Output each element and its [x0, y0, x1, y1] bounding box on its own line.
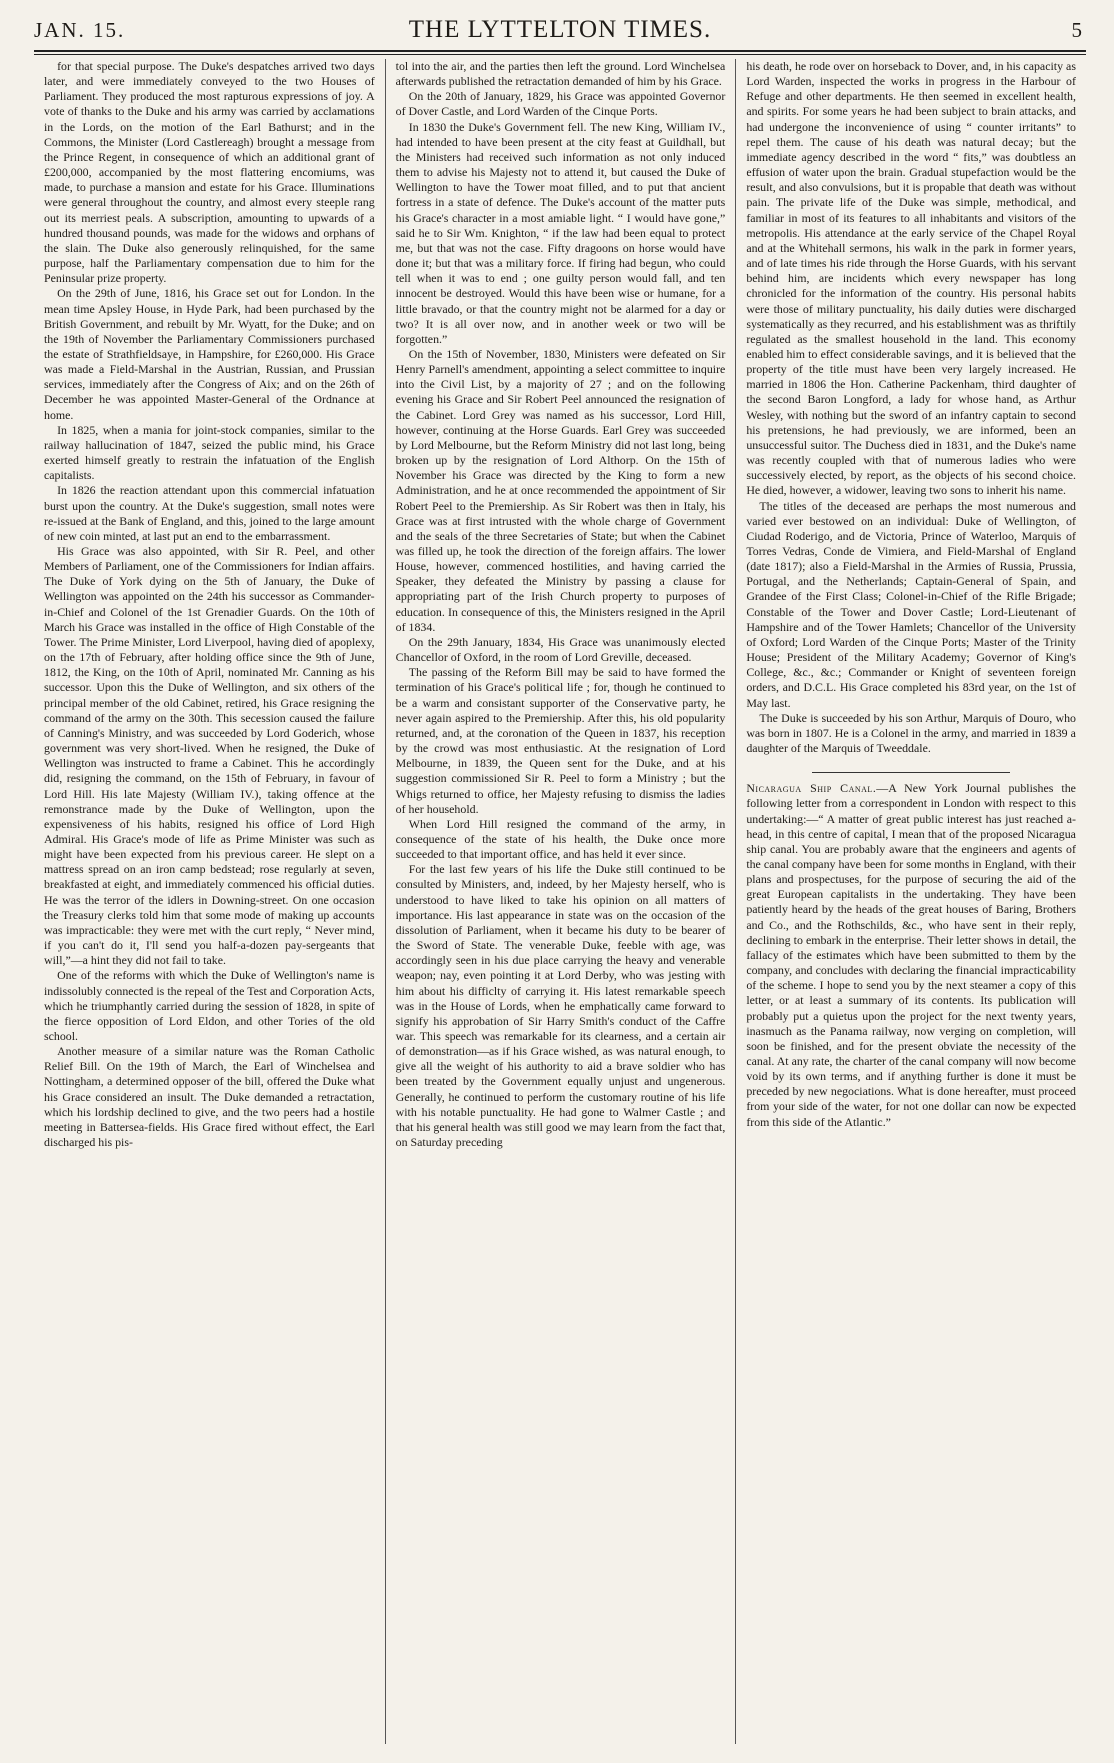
- paragraph: On the 29th January, 1834, His Grace was unanimously elected Chancellor of Oxford, in the room of Lord Greville, deceased.: [395, 634, 726, 665]
- paragraph: In 1825, when a mania for joint-stock companies, similar to the railway hallucination of 1847, seized the public mind, his Grace exerted himself greatly to restrain the infatuation of the English capitalists.: [44, 422, 375, 483]
- paragraph: Another measure of a similar nature was the Roman Catholic Relief Bill. On the 19th of March, the Earl of Winchelsea and Nottingham, a determined opposer of the bill, offered the Duke what his Grace considered an insult. The Duke demanded a retractation, which his lordship declined to give, and the two peers had a hostile meeting in Battersea-fields. His Grace fired without effect, the Earl discharged his pis-: [44, 1044, 375, 1150]
- paragraph: On the 15th of November, 1830, Ministers were defeated on Sir Henry Parnell's amendment, appointing a select committee to inquire into the Civil List, by a majority of 27 ; and on the following evening his Grace and Sir Robert Peel announced the resignation of the Cabinet. Lord Grey was named as his successor, Lord Hill, however, continuing at the Horse Guards. Earl Grey was succeeded by Lord Melbourne, but the Reform Ministry did not last long, being broken up by the resignation of Lord Althorp. On the 15th of November his Grace was directed by the King to form a new Administration, and he at once recommended the appointment of Sir Robert Peel to the Premiership. As Sir Robert was then in Italy, his Grace was at first intrusted with the whole charge of Government and the seals of the three Secretaries of State; but when the Cabinet was filled up, he took the direction of the foreign affairs. The lower House, however, commenced hostilities, and having carried the Speaker, they defeated the Ministry by passing a clause for appropriating part of the Irish Church property to purposes of education. In consequence of this, the Ministers resigned in the April of 1834.: [395, 346, 726, 634]
- paragraph: The titles of the deceased are perhaps the most numerous and varied ever bestowed on an individual: Duke of Wellington, of Ciudad Roderigo, and de Victoria, Prince of Waterloo, Marquis of Torres Vedras, Conde de Vimiera, and Field-Marshal of England (date 1817); also a Field-Marshal in the Armies of Russia, Prussia, Portugal, and the Netherlands; Captain-General of Spain, and Grandee of the First Class; Colonel-in-Chief of the Rifle Brigade; Constable of the Tower and Dover Castle; Lord-Lieutenant of Hampshire and of the Tower Hamlets; Chancellor of the University of Oxford; Lord Warden of the Cinque Ports; Master of the Trinity House; President of the Military Academy; Governor of King's College, &c., &c.; Commander or Knight of seventeen foreign orders, and D.C.L. His Grace completed his 83rd year, on the 1st of May last.: [746, 498, 1076, 710]
- column-1: [34, 59, 385, 1744]
- paragraph: On the 29th of June, 1816, his Grace set out for London. In the mean time Apsley House, in Hyde Park, had been purchased by the British Government, and rebuilt by Mr. Wyatt, for the Duke; and on the 19th of November the Parliamentary Commissioners purchased the estate of Strathfieldsaye, in Hampshire, for £260,000. His Grace was made a Field-Marshal in the Austrian, Russian, and Prussian services, immediately after the Congress of Aix; and on the 26th of December he was appointed Master-General of the Ordnance at home.: [44, 286, 375, 422]
- paragraph: When Lord Hill resigned the command of the army, in consequence of the state of his health, the Duke once more succeeded to that important office, and has held it ever since.: [395, 816, 726, 862]
- paragraph: For the last few years of his life the Duke still continued to be consulted by Ministers, and, indeed, by her Majesty herself, who is understood to have liked to take his opinion on all matters of importance. His last appearance in state was on the occasion of the dissolution of Parliament, when it became his duty to be bearer of the Sword of State. The venerable Duke, feeble with age, was accordingly seen in his due place carrying the heavy and venerable weapon; nay, even pointing it at Lord Derby, who was jesting with him about his difficlty of carrying it. His latest remarkable speech was in the House of Lords, when he emphatically came forward to signify his approbation of Sir Harry Smith's conduct of the Caffre war. This speech was remarkable for its clearness, and a certain air of demonstration—as if his Grace wished, as was natural enough, to give all the weight of his authority to aid a brave soldier who has been treated by the Government equally unjust and ungenerous. Generally, he continued to perform the customary routine of his life with his notable punctuality. He had gone to Walmer Castle ; and that his general health was still good we may learn from the fact that, on Saturday preceding: [395, 862, 726, 1150]
- paragraph: In 1830 the Duke's Government fell. The new King, William IV., had intended to have been present at the city feast at Guildhall, but the Ministers had received such information as not only induced them to advise his Majesty not to attend it, but caused the Duke of Wellington to have the Tower moat filled, and to put that ancient fortress in a state of defence. The Duke's account of the matter puts his Grace's character in a most amiable light. “ I would have gone,” said he to Sir Wm. Knighton, “ if the law had been equal to protect me, but that was not the case. Fifty dragoons on horse would have done it; but that was a military force. If firing had begun, who could tell when it was to end ; one guilty person would fall, and ten innocent be destroyed. Would this have been wise or humane, for a little bravado, or that the country might not be alarmed for a day or two? It is all over now, and in another week or two will be forgotten.”: [395, 119, 726, 346]
- nicaragua-article: [746, 781, 1076, 1130]
- paragraph: In 1826 the reaction attendant upon this commercial infatuation burst upon the country. At the Duke's suggestion, small notes were re-issued at the Bank of England, and this, joined to the large amount of new coin minted, at last put an end to the embarrassment.: [44, 483, 375, 543]
- article-columns: [34, 59, 1086, 1744]
- article-separator: [812, 772, 1010, 773]
- masthead-rule: [34, 50, 1086, 55]
- column-3-body: [746, 59, 1076, 756]
- paragraph: His Grace was also appointed, with Sir R. Peel, and other Members of Parliament, one of the Commissioners for Indian affairs. The Duke of York dying on the 5th of January, the Duke of Wellington was appointed on the 24th his successor as Commander-in-Chief and Colonel of the 1st Grenadier Guards. On the 10th of March his Grace was installed in the office of High Constable of the Tower. The Prime Minister, Lord Liverpool, having died of apoplexy, on the 17th of February, after holding office since the 9th of June, 1812, the King, on the 10th of April, nominated Mr. Canning as his successor. Upon this the Duke of Wellington, and six others of the principal member of the old Cabinet, retired, his Grace resigning the command of the army on the 30th. This secession caused the failure of Canning's Ministry, and was succeeded by Lord Goderich, whose government was very short-lived. When he resigned, the Duke of Wellington was instructed to frame a Cabinet. This he accordingly did, resigning the command, on the 15th of February, in favour of Lord Hill. His late Majesty (William IV.), taking offence at the remonstrance made by the Duke of Wellington, upon the expensiveness of his habits, resigned his office of Lord High Admiral. His Grace's mode of life as Prime Minister was such as might have been expected from his previous career. He slept on a mattress spread on an iron camp bedstead; rose regularly at seven, breakfasted at eight, and immediately commenced his official duties. He was the terror of the idlers in Downing-street. On one occasion the Treasury clerks told him that some mode of making up accounts was impracticable: they were met with the curt reply, “ Never mind, if you can't do it, I'll send you half-a-dozen pay-sergeants that will,”—a hint they did not fail to take.: [44, 544, 375, 968]
- paragraph: tol into the air, and the parties then left the ground. Lord Winchelsea afterwards published the retractation demanded of him by his Grace.: [395, 59, 726, 89]
- nicaragua-heading: Nicaragua Ship Canal.: [746, 781, 877, 796]
- paragraph: The Duke is succeeded by his son Arthur, Marquis of Douro, who was born in 1807. He is a Colonel in the army, and married in 1839 a daughter of the Marquis of Tweeddale.: [746, 710, 1076, 756]
- column-2: [385, 59, 736, 1744]
- paragraph: One of the reforms with which the Duke of Wellington's name is indissolubly connected is the repeal of the Test and Corporation Acts, which he triumphantly carried during the session of 1828, in spite of the fierce opposition of Lord Eldon, and other Tories of the old school.: [44, 968, 375, 1043]
- newspaper-title: THE LYTTELTON TIMES.: [408, 16, 712, 43]
- nicaragua-body: —A New York Journal publishes the following letter from a correspondent in London with respect to this undertaking:—“ A matter of great public interest has just reached a-head, in this centre of capital, I mean that of the proposed Nicaragua ship canal. You are probably aware that the engineers and agents of the canal company have been for some months in England, with their plans and prospectuses, for the purpose of securing the aid of the great European capitalists in the undertaking. They have been patiently heard by the heads of the great houses of Baring, Brothers and Co., and the Rothschilds, &c., who have sent in their reply, declining to embark in the enterprise. Their letter shows in detail, the fallacy of the estimates which have been submitted to them by the company, and concludes with declaring the financial impracticability of the scheme. I hope to send you by the next steamer a copy of this letter, or at least a summary of its contents. Its publication will probably put a quietus upon the project for the next twenty years, inasmuch as the Panama railway, now verging on completion, will soon be finished, and for the present obviate the necessity of the canal. At any rate, the charter of the canal company will now become void by its own terms, and if anything further is done it must be preceded by new negociations. What is done hereafter, must proceed from your side of the water, for not one dollar can now be expected from this side of the Atlantic.”: [746, 781, 1076, 1129]
- issue-date: JAN. 15.: [34, 18, 126, 42]
- page-number: 5: [1071, 18, 1082, 42]
- paragraph: On the 20th of January, 1829, his Grace was appointed Governor of Dover Castle, and Lord Warden of the Cinque Ports.: [395, 89, 726, 119]
- paragraph: The passing of the Reform Bill may be said to have formed the termination of his Grace's political life ; for, though he continued to be a warm and consistant supporter of the Conservative party, he never again aspired to the Premiership. After this, his old popularity returned, and, at the coronation of the Queen in 1837, his reception by the crowd was most enthusiastic. At the resignation of Lord Melbourne, in 1839, the Queen sent for the Duke, and at his suggestion commissioned Sir R. Peel to form a Ministry ; but the Whigs returned to office, her Majesty refusing to dismiss the ladies of her household.: [395, 665, 726, 816]
- masthead: [34, 0, 1086, 50]
- paragraph: his death, he rode over on horseback to Dover, and, in his capacity as Lord Warden, inspected the works in progress in the Harbour of Refuge and other departments. He then seemed in excellent health, and spirits. For some years he had been subject to brain attacks, and had undergone the inconvenience of using “ counter irritants” to repel them. The cause of his death was natural decay; but the immediate agency described in the word “ fits,” was doubtless an effusion of water upon the brain. Gradual stupefaction would be the result, and also convulsions, but it is propable that death was without pain. The private life of the Duke was simple, methodical, and familiar in most of its features to all inhabitants and visitors of the metropolis. His attendance at the early service of the Chapel Royal and at the Whitehall sermons, his walk in the park in former years, and of late times his ride through the Horse Guards, with his servant behind him, are incidents which every newspaper has long chronicled for the information of the country. His personal habits were those of military punctuality, his daily duties were discharged systematically as they recurred, and his establishment was as thriftily regulated as the smallest household in the land. This economy enabled him to effect considerable savings, and it is believed that the property of the title must have been very largely increased. He married in 1806 the Hon. Catherine Packenham, third daughter of the second Baron Longford, a lady for whose hand, as Arthur Wesley, with nothing but the sword of an infantry captain to second his pretensions, he had previously, we are informed, been an unsuccessful suitor. The Duchess died in 1831, and the Duke's name was recently coupled with that of numerous ladies who were successively elected, by report, as the objects of his second choice. He died, however, a widower, leaving two sons to inherit his name.: [746, 59, 1076, 498]
- column-3: [735, 59, 1086, 1744]
- paragraph: for that special purpose. The Duke's despatches arrived two days later, and were immediately conveyed to the two Houses of Parliament. They produced the most rapturous expressions of joy. A vote of thanks to the Duke and his army was carried by acclamations in the Lords, on the motion of the Earl Bathurst; and in the Commons, the Minister (Lord Castlereagh) brought a message from the Prince Regent, in consequence of which an additional grant of £200,000, accompanied by the most flattering encomiums, was made, to purchase a mansion and estate for his Grace. Illuminations were general throughout the country, and almost every steeple rang out its merriest peals. A subscription, amounting to upwards of a hundred thousand pounds, was made for the widows and orphans of the slain. The Duke also generously relinquished, for the same purpose, half the Parliamentary compensation due to him for the Peninsular prize property.: [44, 59, 375, 286]
